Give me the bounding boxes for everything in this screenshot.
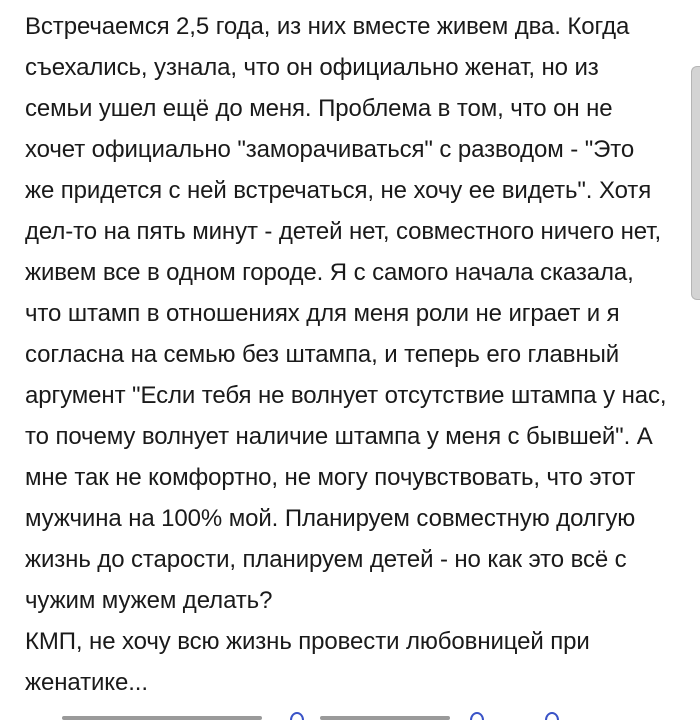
post-text-line: дел-то на пять минут - детей нет, совместного ничего нет, bbox=[25, 218, 662, 245]
cut-off-link-mark bbox=[545, 712, 559, 720]
post-text-line: же придется с ней встречаться, не хочу ее видеть". Хотя bbox=[25, 177, 652, 204]
post-text-line: съехались, узнала, что он официально женат, но из bbox=[25, 54, 599, 81]
post-text-line: чужим мужем делать? bbox=[25, 587, 273, 614]
cut-off-text-fragment bbox=[320, 716, 450, 720]
post-text-line: мужчина на 100% мой. Планируем совместную долгую bbox=[25, 505, 636, 532]
vertical-scrollbar-thumb[interactable] bbox=[691, 66, 700, 300]
cut-off-link-mark bbox=[470, 712, 484, 720]
post-text-line: жизнь до старости, планируем детей - но как это всё с bbox=[25, 546, 627, 573]
post-text-line: хочет официально "заморачиваться" с разводом - "Это bbox=[25, 136, 635, 163]
cut-off-link-mark bbox=[290, 712, 304, 720]
post-text-line: аргумент "Если тебя не волнует отсутствие штампа у нас, bbox=[25, 382, 667, 409]
post-text-line: что штамп в отношениях для меня роли не играет и я bbox=[25, 300, 620, 327]
post-text-line: семьи ушел ещё до меня. Проблема в том, что он не bbox=[25, 95, 613, 122]
cut-off-text-fragment bbox=[62, 716, 262, 720]
post-text-line: мне так не комфортно, не могу почувствовать, что этот bbox=[25, 464, 636, 491]
post-body bbox=[25, 6, 685, 703]
post-text-line: КМП, не хочу всю жизнь провести любовницей при bbox=[25, 628, 590, 655]
post-text-line: согласна на семью без штампа, и теперь его главный bbox=[25, 341, 620, 368]
post-text-line: живем все в одном городе. Я с самого начала сказала, bbox=[25, 259, 634, 286]
next-row-cut-off bbox=[0, 712, 700, 720]
post-text-line: женатике... bbox=[25, 669, 148, 696]
post-text-line: то почему волнует наличие штампа у меня с бывшей". А bbox=[25, 423, 653, 450]
post-text-line: Встречаемся 2,5 года, из них вместе живем два. Когда bbox=[25, 13, 630, 40]
